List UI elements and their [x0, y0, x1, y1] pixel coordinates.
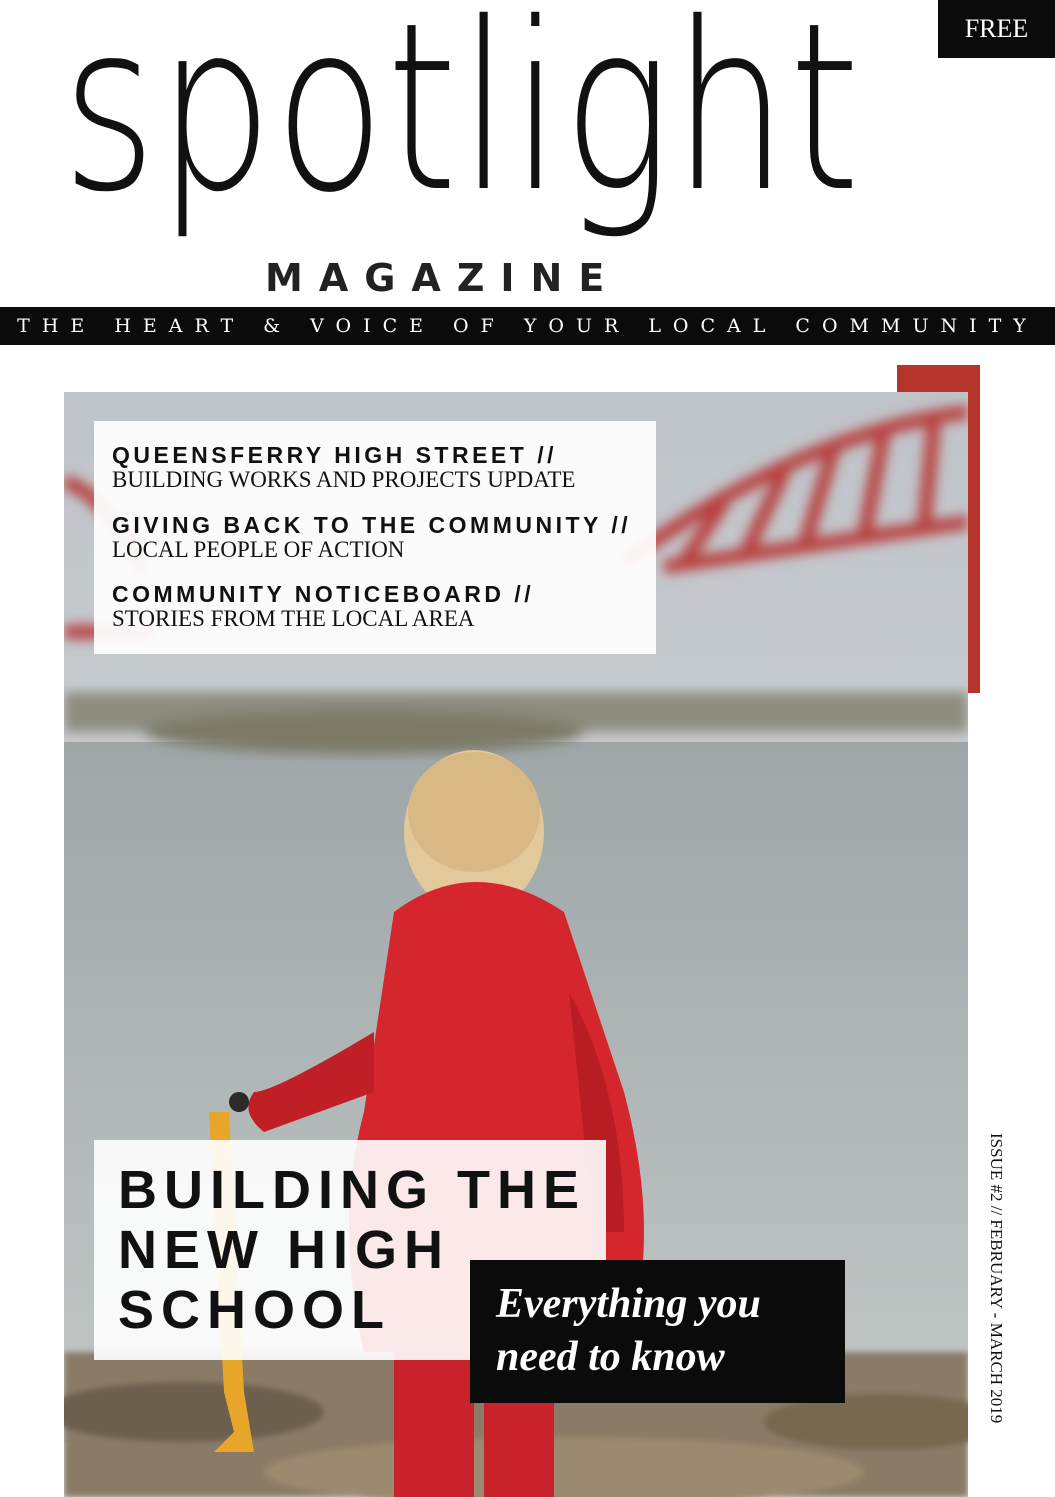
- contents-item-heading: QUEENSFERRY HIGH STREET //: [112, 442, 557, 468]
- headline-line: NEW HIGH: [118, 1220, 450, 1280]
- contents-item-subheading: STORIES FROM THE LOCAL AREA: [112, 606, 475, 631]
- tagline-bar: [0, 307, 1055, 345]
- logo-subtitle: MAGAZINE: [265, 256, 621, 300]
- cover-kicker: [496, 1278, 761, 1384]
- headline-line: BUILDING THE: [118, 1160, 586, 1220]
- masthead-logo: [60, 0, 930, 305]
- contents-item-heading: GIVING BACK TO THE COMMUNITY //: [112, 512, 632, 538]
- contents-item-subheading: BUILDING WORKS AND PROJECTS UPDATE: [112, 467, 576, 492]
- kicker-line: need to know: [496, 1334, 725, 1380]
- contents-item-heading: COMMUNITY NOTICEBOARD //: [112, 581, 535, 607]
- contents-item[interactable]: [112, 443, 575, 492]
- kicker-line: Everything you: [496, 1281, 761, 1327]
- contents-item-subheading: LOCAL PEOPLE OF ACTION: [112, 537, 405, 562]
- free-badge: FREE: [938, 0, 1055, 58]
- cover-kicker-panel: [470, 1260, 845, 1403]
- issue-date-label: ISSUE #2 // FEBRUARY - MARCH 2019: [987, 1133, 1006, 1424]
- logo-wordmark: spotlight: [62, 0, 862, 243]
- contents-panel: [94, 421, 656, 654]
- contents-item[interactable]: [112, 513, 631, 562]
- headline-line: SCHOOL: [118, 1280, 392, 1340]
- tagline-text: THE HEART & VOICE OF YOUR LOCAL COMMUNITY: [17, 315, 1038, 337]
- contents-item[interactable]: [112, 582, 534, 631]
